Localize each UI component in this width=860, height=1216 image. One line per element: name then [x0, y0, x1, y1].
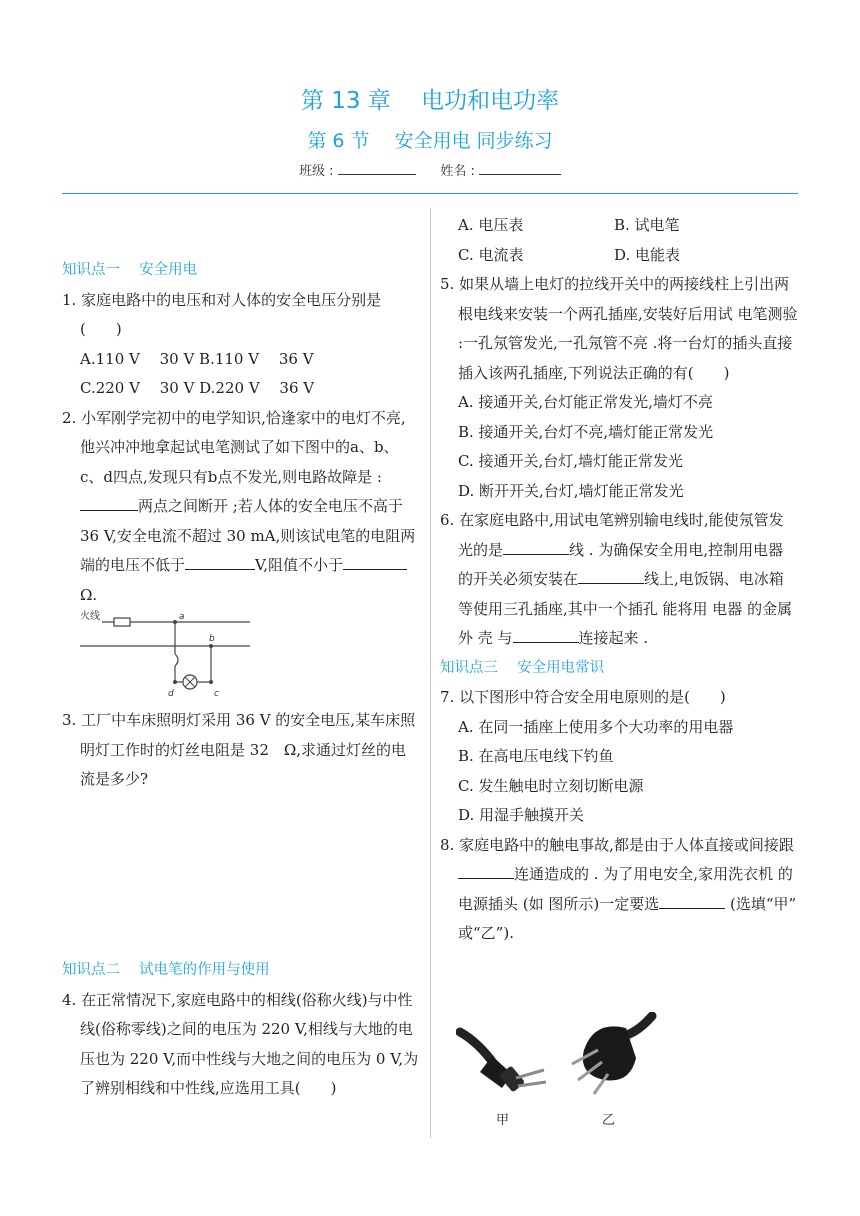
answer-blank [503, 540, 569, 555]
plug-figure [456, 1012, 666, 1132]
column-divider [430, 208, 431, 1138]
two-pin-plug-icon [460, 1032, 546, 1093]
heading-knowledge-1: 知识点一 安全用电 [62, 262, 198, 278]
question-5-stem: 5. 如果从墙上电灯的拉线开关中的两接线柱上引出两根电线来安装一个两孔插座,安装好后用试 电笔测验 :一孔氖管发光,一孔氖管不亮 .将一台灯的插头直接插入该两孔插座,下列说法正确的有( ) [440, 275, 798, 382]
section-title: 第 6 节 安全用电 同步练习 [307, 130, 553, 152]
option-a: A. 电压表 [458, 216, 524, 234]
question-4-options-row-1 [440, 211, 798, 241]
header-divider [62, 193, 798, 194]
point-a-label: a [179, 612, 185, 622]
answer-blank [80, 496, 138, 511]
answer-blank [578, 569, 644, 584]
question-5-option-b: B. 接通开关,台灯不亮,墙灯能正常发光 [458, 422, 714, 441]
question-7-option-c: C. 发生触电时立刻切断电源 [458, 776, 644, 795]
question-7-option-b: B. 在高电压电线下钓鱼 [458, 747, 614, 765]
question-3: 3. 工厂中车床照明灯采用 36 V 的安全电压,某车床照明灯工作时的灯丝电阻是 32 Ω,求通过灯丝的电流是多少? [62, 711, 416, 788]
question-8-text-1: 8. 家庭电路中的触电事故,都是由于人体直接或间接跟 [440, 835, 794, 854]
right-column [440, 211, 798, 949]
question-8-text-2: 连通造成的 . 为了用电安全,家用洗衣机 的 电源插头 (如 图所示)一定要选 [458, 865, 793, 913]
question-6-text-3: 线上,电饭锅、电冰箱等使用三孔插座,其中一个插孔 能将用 电器 的金属 外 壳 与 [458, 570, 793, 647]
question-2 [62, 404, 420, 611]
fuse-icon [114, 618, 130, 626]
question-5-option-d: D. 断开开关,台灯,墙灯能正常发光 [458, 481, 684, 500]
question-2-text-4: Ω. [80, 585, 98, 604]
answer-blank [185, 555, 235, 570]
fire-wire-label: 火线 [80, 611, 100, 622]
question-5-option-c: C. 接通开关,台灯,墙灯能正常发光 [458, 452, 684, 470]
question-7-option-a: A. 在同一插座上使用多个大功率的用电器 [458, 717, 734, 736]
question-2-text-1: 2. 小军刚学完初中的电学知识,恰逢家中的电灯不亮,他兴冲冲地拿起试电笔测试了如下图中的a、b、c、d四点,发现只有b点不发光,则电路故障是 : [62, 408, 406, 486]
option-d: D. 电能表 [614, 245, 681, 264]
question-6-text-4: 连接起来 . [578, 629, 649, 647]
left-column [62, 256, 420, 795]
option-c: C. 电流表 [458, 245, 524, 264]
label-jia: 甲 [496, 1113, 510, 1128]
point-b-label: b [209, 634, 215, 644]
three-pin-plug-icon [572, 1016, 652, 1094]
question-1-options-row-2: C.220 V 30 V D.220 V 36 V [80, 379, 315, 397]
question-7-stem: 7. 以下图形中符合安全用电原则的是( ) [440, 688, 726, 706]
class-blank [338, 162, 416, 175]
answer-blank [659, 894, 725, 909]
left-column-lower [62, 956, 420, 1104]
answer-blank [235, 555, 255, 570]
question-8 [440, 831, 798, 949]
question-5-option-a: A. 接通开关,台灯能正常发光,墙灯不亮 [458, 393, 713, 411]
answer-blank [513, 628, 579, 643]
question-2-text-3: V,阻值不小于 [255, 556, 343, 574]
question-8-text-3: (选填“甲” 或“乙”). [458, 894, 797, 942]
heading-knowledge-2: 知识点二 试电笔的作用与使用 [62, 962, 270, 978]
option-b: B. 试电笔 [614, 216, 680, 234]
question-6-text-2: 线 . 为确保安全用电,控制用电器的开关必须安装在 [458, 540, 784, 588]
point-c-label: c [214, 689, 219, 698]
question-1-stem: 1. 家庭电路中的电压和对人体的安全电压分别是( ) [62, 290, 382, 338]
circuit-figure [80, 610, 250, 698]
name-label: 姓名 : [440, 164, 475, 179]
question-6 [440, 506, 798, 654]
heading-knowledge-3: 知识点三 安全用电常识 [440, 659, 605, 676]
answer-blank [343, 555, 407, 570]
question-7-option-d: D. 用湿手触摸开关 [458, 806, 585, 824]
chapter-title: 第 13 章 电功和电功率 [300, 88, 560, 114]
switch-icon [175, 654, 178, 666]
question-6-text-1: 6. 在家庭电路中,用试电笔辨别输电线时,能使氖管发光的是 [440, 511, 784, 559]
question-2-text-2: 两点之间断开 ;若人体的安全电压不高于 36 V,安全电流不超过 30 mA,则该试电笔的电阻两端的电压不低于 [80, 497, 416, 574]
question-1-options-row-1: A.110 V 30 V B.110 V 36 V [80, 349, 314, 368]
question-4-options-row-2 [440, 241, 798, 271]
student-info-line [0, 160, 860, 179]
class-label: 班级 : [298, 164, 334, 179]
name-blank [479, 162, 561, 175]
point-d-label: d [168, 689, 174, 698]
answer-blank [458, 864, 514, 879]
question-4: 4. 在正常情况下,家庭电路中的相线(俗称火线)与中性线(俗称零线)之间的电压为 220 V,相线与大地的电压也为 220 V,而中性线与大地之间的电压为 0 V,为了辨别相线和中性线,应选用工具( ) [62, 990, 419, 1097]
label-yi: 乙 [602, 1113, 616, 1128]
